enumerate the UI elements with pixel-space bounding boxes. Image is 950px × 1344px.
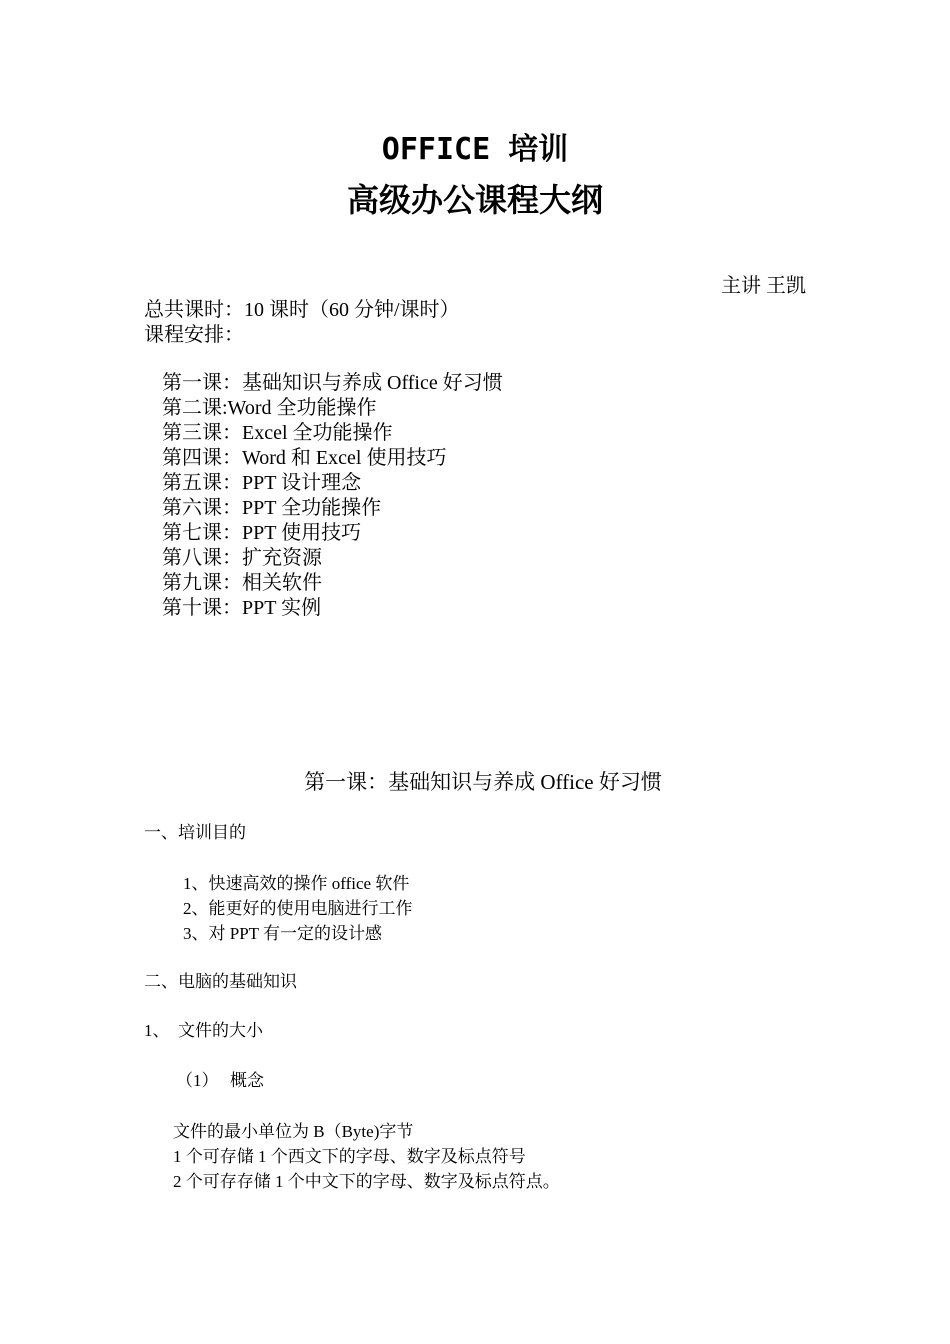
lecturer-name: 主讲 王凯 [721, 275, 806, 297]
list-item: 第一课：基础知识与养成 Office 好习惯 [162, 372, 503, 394]
list-item: 第三课：Excel 全功能操作 [162, 422, 393, 444]
subsection-title: 文件的大小 [178, 1021, 263, 1040]
document-title-line1: OFFICE 培训 [381, 132, 569, 167]
list-item: 1 个可存储 1 个西文下的字母、数字及标点符号 [173, 1147, 526, 1166]
subsection-file-size [144, 1019, 263, 1043]
section-title-training-goals: 一、培训目的 [144, 823, 246, 842]
lesson1-heading: 第一课：基础知识与养成 Office 好习惯 [304, 770, 662, 794]
section-title-computer-basics: 二、电脑的基础知识 [144, 972, 297, 991]
list-item: 第六课：PPT 全功能操作 [162, 497, 382, 519]
list-item: 2 个可存存储 1 个中文下的字母、数字及标点符点。 [173, 1172, 560, 1191]
list-item: 第七课：PPT 使用技巧 [162, 522, 362, 544]
subsection-number: （1） [176, 1071, 219, 1090]
list-item: 第九课：相关软件 [162, 572, 322, 594]
document-title-line2: 高级办公课程大纲 [346, 181, 603, 219]
list-item: 第二课:Word 全功能操作 [162, 397, 377, 419]
list-item: 1、快速高效的操作 office 软件 [183, 874, 410, 893]
schedule-label: 课程安排： [144, 324, 244, 346]
total-hours: 总共课时：10 课时（60 分钟/课时） [144, 299, 460, 321]
training-goals-list [183, 871, 413, 946]
subsection-title: 概念 [230, 1071, 264, 1090]
list-item: 第十课：PPT 实例 [162, 597, 322, 619]
list-item: 第四课：Word 和 Excel 使用技巧 [162, 447, 447, 469]
subsection-number: 1、 [144, 1021, 170, 1040]
list-item: 2、能更好的使用电脑进行工作 [183, 899, 413, 918]
list-item: 第八课：扩充资源 [162, 547, 322, 569]
lesson-list [162, 371, 503, 621]
subsection-concept [176, 1069, 264, 1093]
list-item: 3、对 PPT 有一定的设计感 [183, 924, 382, 943]
concept-lines [173, 1119, 560, 1194]
list-item: 第五课：PPT 设计理念 [162, 472, 362, 494]
list-item: 文件的最小单位为 B（Byte)字节 [173, 1122, 414, 1141]
